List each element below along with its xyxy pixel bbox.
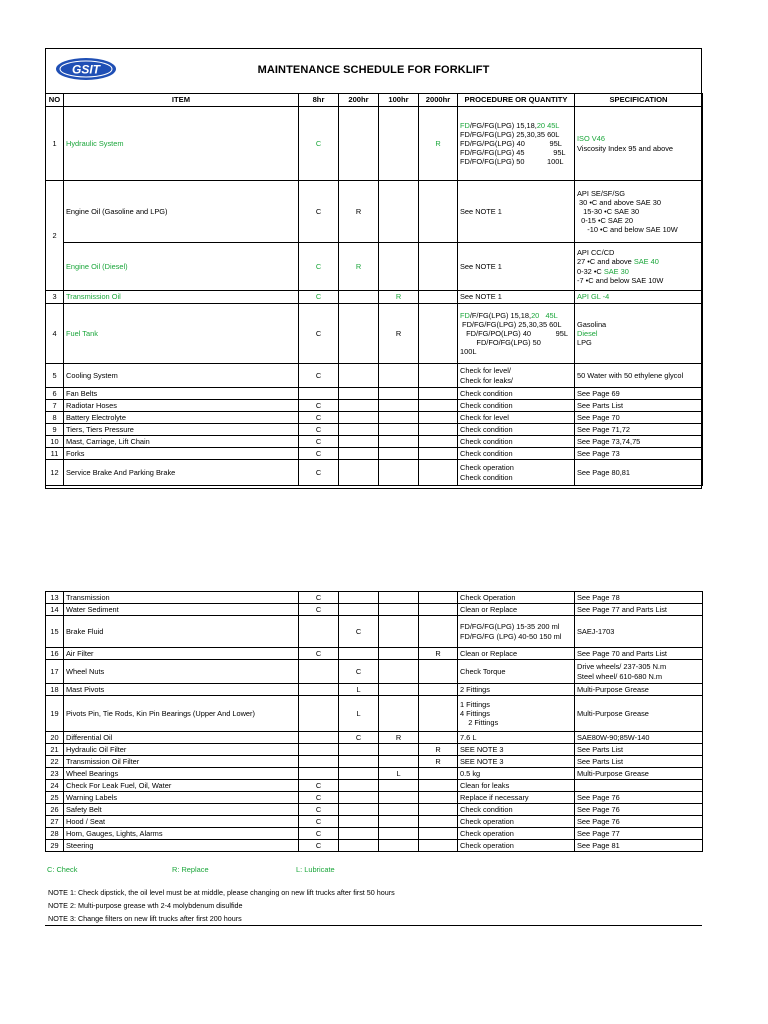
row-2000hr [419,592,458,604]
row-100hr [379,107,419,181]
row-no: 24 [46,780,64,792]
row-2000hr: R [419,648,458,660]
row-specification: See Page 73,74,75 [575,436,703,448]
row-8hr [299,756,339,768]
row-item: Fan Belts [64,388,299,400]
row-no: 13 [46,592,64,604]
row-item: Air Filter [64,648,299,660]
row-2000hr [419,684,458,696]
table-row [46,756,703,768]
row-item: Hydraulic System [64,107,299,181]
row-2000hr [419,436,458,448]
row-specification: See Page 77 and Parts List [575,604,703,616]
header-no: NO [46,94,64,107]
note-3: NOTE 3: Change filters on new lift trucks after first 200 hours [48,914,242,923]
row-8hr: C [299,648,339,660]
row-8hr: C [299,592,339,604]
row-100hr [379,648,419,660]
row-200hr [339,592,379,604]
row-specification: See Page 70 and Parts List [575,648,703,660]
row-specification: See Page 73 [575,448,703,460]
table-row [46,732,703,744]
row-8hr [299,696,339,732]
row-no: 17 [46,660,64,684]
header-procedure: PROCEDURE OR QUANTITY [458,94,575,107]
table-row [46,792,703,804]
row-procedure: See NOTE 1 [458,181,575,243]
row-200hr [339,792,379,804]
row-200hr [339,424,379,436]
row-procedure: Clean for leaks [458,780,575,792]
row-item: Warning Labels [64,792,299,804]
row-200hr [339,804,379,816]
row-item: Differential Oil [64,732,299,744]
row-100hr: R [379,304,419,364]
table-row [46,400,703,412]
row-200hr: C [339,616,379,648]
row-8hr [299,744,339,756]
table-row [46,604,703,616]
row-100hr [379,460,419,486]
row-procedure: Check condition [458,448,575,460]
row-100hr [379,828,419,840]
row-no: 7 [46,400,64,412]
row-procedure: See NOTE 1 [458,291,575,304]
row-item: Transmission Oil [64,291,299,304]
row-200hr [339,304,379,364]
row-100hr [379,684,419,696]
row-2000hr [419,780,458,792]
note-2: NOTE 2: Multi-purpose grease wth 2-4 molybdenum disulfide [48,901,243,910]
row-8hr: C [299,400,339,412]
table-row [46,436,703,448]
row-no: 29 [46,840,64,852]
table-row [46,181,703,243]
row-8hr [299,616,339,648]
row-no: 3 [46,291,64,304]
row-200hr: L [339,684,379,696]
row-200hr [339,388,379,400]
row-procedure: Check operation Check condition [458,460,575,486]
row-specification: See Parts List [575,744,703,756]
table-row [46,107,703,181]
row-200hr [339,460,379,486]
row-200hr [339,291,379,304]
row-100hr [379,592,419,604]
row-procedure: See NOTE 1 [458,243,575,291]
row-200hr: C [339,732,379,744]
row-item: Transmission Oil Filter [64,756,299,768]
schedule-table-main [45,93,703,486]
row-200hr [339,400,379,412]
row-no: 15 [46,616,64,648]
row-procedure: FD/F/FG(LPG) 15,18,20 45L FD/FG/FG(LPG) 25,30,35 60L FD/FG/PO(LPG) 40 95L FD/FO/FG(LPG) 50 100L [458,304,575,364]
row-2000hr [419,424,458,436]
row-8hr: C [299,243,339,291]
row-item: Water Sediment [64,604,299,616]
row-procedure: Check condition [458,436,575,448]
header-row [46,94,703,107]
row-8hr: C [299,436,339,448]
row-8hr [299,660,339,684]
table-row [46,412,703,424]
row-100hr [379,364,419,388]
row-procedure: Clean or Replace [458,604,575,616]
row-procedure: Check for level/ Check for leaks/ [458,364,575,388]
table-row [46,388,703,400]
header-200hr: 200hr [339,94,379,107]
table-row [46,616,703,648]
row-8hr: C [299,792,339,804]
row-no: 26 [46,804,64,816]
legend-lubricate: L: Lubricate [296,865,335,874]
row-2000hr: R [419,744,458,756]
row-specification: See Page 76 [575,792,703,804]
row-100hr: R [379,291,419,304]
table-row [46,804,703,816]
row-100hr: L [379,768,419,780]
row-no: 8 [46,412,64,424]
row-100hr [379,448,419,460]
row-8hr: C [299,448,339,460]
table-row [46,816,703,828]
row-no: 23 [46,768,64,780]
table-row [46,840,703,852]
table-row [46,660,703,684]
row-procedure: Check operation [458,828,575,840]
row-100hr [379,181,419,243]
row-8hr: C [299,291,339,304]
row-100hr [379,660,419,684]
row-procedure: Check condition [458,388,575,400]
row-specification: See Parts List [575,400,703,412]
header-2000hr: 2000hr [419,94,458,107]
row-specification: See Page 76 [575,816,703,828]
row-item: Engine Oil (Gasoline and LPG) [64,181,299,243]
row-100hr [379,840,419,852]
row-2000hr [419,364,458,388]
row-item: Fuel Tank [64,304,299,364]
row-200hr [339,840,379,852]
row-8hr: C [299,828,339,840]
row-no: 11 [46,448,64,460]
row-no: 6 [46,388,64,400]
row-100hr [379,424,419,436]
row-200hr [339,436,379,448]
row-procedure: Check condition [458,400,575,412]
row-100hr [379,412,419,424]
row-200hr [339,756,379,768]
row-procedure: SEE NOTE 3 [458,744,575,756]
row-no: 18 [46,684,64,696]
row-2000hr [419,304,458,364]
row-100hr [379,616,419,648]
row-item: Transmission [64,592,299,604]
notes-section [45,875,702,926]
row-procedure: Check operation [458,840,575,852]
row-2000hr [419,388,458,400]
row-no: 22 [46,756,64,768]
row-specification: See Parts List [575,756,703,768]
table-row [46,780,703,792]
row-8hr: C [299,604,339,616]
row-item: Safety Belt [64,804,299,816]
row-2000hr: R [419,107,458,181]
row-2000hr [419,460,458,486]
row-no: 16 [46,648,64,660]
row-8hr: C [299,780,339,792]
row-8hr: C [299,364,339,388]
row-item: Mast, Carriage, Lift Chain [64,436,299,448]
table-row [46,648,703,660]
row-specification: Multi-Purpose Grease [575,684,703,696]
row-specification: Multi-Purpose Grease [575,768,703,780]
row-specification: API GL -4 [575,291,703,304]
row-8hr [299,732,339,744]
row-200hr [339,744,379,756]
table-row [46,592,703,604]
row-item: Horn, Gauges, Lights, Alarms [64,828,299,840]
row-200hr [339,828,379,840]
row-specification: ISO V46 Viscosity Index 95 and above [575,107,703,181]
row-no: 19 [46,696,64,732]
row-2000hr [419,732,458,744]
row-8hr [299,684,339,696]
row-100hr: R [379,732,419,744]
row-procedure: Clean or Replace [458,648,575,660]
row-200hr [339,448,379,460]
row-procedure: Check for level [458,412,575,424]
row-2000hr [419,243,458,291]
row-2000hr [419,840,458,852]
row-2000hr [419,828,458,840]
logo-text: GSIT [71,62,101,77]
row-no: 14 [46,604,64,616]
row-specification: See Page 71,72 [575,424,703,436]
row-specification: Drive wheels/ 237-305 N.m Steel wheel/ 610-680 N.m [575,660,703,684]
row-2000hr [419,804,458,816]
row-2000hr [419,616,458,648]
row-100hr [379,243,419,291]
row-8hr: C [299,804,339,816]
page-title: MAINTENANCE SCHEDULE FOR FORKLIFT [257,64,490,76]
row-procedure: Check Torque [458,660,575,684]
schedule-table-continued [45,591,703,852]
row-8hr: C [299,460,339,486]
header-specification: SPECIFICATION [575,94,703,107]
table-row [46,768,703,780]
row-no: 4 [46,304,64,364]
row-2000hr [419,696,458,732]
row-procedure: 1 Fittings 4 Fittings 2 Fittings [458,696,575,732]
row-100hr [379,756,419,768]
row-2000hr [419,768,458,780]
row-200hr [339,780,379,792]
row-specification: 50 Water with 50 ethylene glycol [575,364,703,388]
row-2000hr [419,816,458,828]
row-no: 9 [46,424,64,436]
row-100hr [379,696,419,732]
row-specification: API SE/SF/SG 30 •C and above SAE 30 15-30 •C SAE 30 0-15 •C SAE 20 -10 •C and below SAE 10W [575,181,703,243]
row-8hr: C [299,181,339,243]
row-8hr: C [299,107,339,181]
row-item: Steering [64,840,299,852]
row-item: Battery Electrolyte [64,412,299,424]
row-specification: Multi-Purpose Grease [575,696,703,732]
row-procedure: 0.5 kg [458,768,575,780]
row-no: 27 [46,816,64,828]
row-no: 10 [46,436,64,448]
row-specification: See Page 81 [575,840,703,852]
row-specification: See Page 70 [575,412,703,424]
table-row [46,696,703,732]
row-100hr [379,436,419,448]
row-procedure: SEE NOTE 3 [458,756,575,768]
row-100hr [379,780,419,792]
row-200hr [339,648,379,660]
note-1: NOTE 1: Check dipstick, the oil level must be at middle, please changing on new lift trucks after first 50 hours [48,888,395,897]
row-item: Service Brake And Parking Brake [64,460,299,486]
row-item: Mast Pivots [64,684,299,696]
table-row [46,684,703,696]
row-no: 25 [46,792,64,804]
row-2000hr [419,181,458,243]
row-specification: SAEJ-1703 [575,616,703,648]
row-8hr: C [299,424,339,436]
table-row [46,304,703,364]
row-2000hr [419,291,458,304]
row-200hr [339,364,379,388]
row-item: Tiers, Tiers Pressure [64,424,299,436]
row-200hr [339,816,379,828]
row-procedure: FD/FG/FG(LPG) 15-35 200 ml FD/FG/FG (LPG) 40-50 150 ml [458,616,575,648]
table-row [46,424,703,436]
header-item: ITEM [64,94,299,107]
row-200hr [339,604,379,616]
row-100hr [379,604,419,616]
row-2000hr [419,400,458,412]
row-100hr [379,804,419,816]
row-100hr [379,388,419,400]
row-item: Wheel Bearings [64,768,299,780]
row-item: Pivots Pin, Tie Rods, Kin Pin Bearings (Upper And Lower) [64,696,299,732]
row-8hr: C [299,304,339,364]
row-2000hr [419,604,458,616]
row-8hr [299,388,339,400]
row-8hr: C [299,412,339,424]
row-item: Wheel Nuts [64,660,299,684]
row-procedure: FD/FG/FG(LPG) 15,18,20 45L FD/FG/FG(LPG) 25,30,35 60L FD/FG/PG(LPG) 40 95L FD/FG/FG(LPG) 45 95L FD/FO/FG(LPG) 50 100L [458,107,575,181]
row-no: 1 [46,107,64,181]
row-100hr [379,816,419,828]
row-procedure: Check condition [458,804,575,816]
row-procedure: Replace if necessary [458,792,575,804]
row-item: Engine Oil (Diesel) [64,243,299,291]
row-specification: See Page 80,81 [575,460,703,486]
row-200hr: R [339,243,379,291]
row-200hr [339,768,379,780]
row-no: 21 [46,744,64,756]
row-8hr: C [299,816,339,828]
row-specification: Gasolina Diesel LPG [575,304,703,364]
row-2000hr: R [419,756,458,768]
table-row [46,828,703,840]
row-item: Cooling System [64,364,299,388]
header-8hr: 8hr [299,94,339,107]
row-procedure: 2 Fittings [458,684,575,696]
row-specification: API CC/CD 27 •C and above SAE 40 0-32 •C SAE 30 -7 •C and below SAE 10W [575,243,703,291]
table-row [46,448,703,460]
row-100hr [379,792,419,804]
table-row [46,243,703,291]
row-2000hr [419,792,458,804]
row-200hr: C [339,660,379,684]
row-no: 5 [46,364,64,388]
table-row [46,460,703,486]
row-item: Hood / Seat [64,816,299,828]
row-procedure: Check operation [458,816,575,828]
row-no: 2 [46,181,64,291]
row-200hr: R [339,181,379,243]
legend-replace: R: Replace [172,865,209,874]
row-procedure: 7.6 L [458,732,575,744]
table-row [46,364,703,388]
row-specification [575,780,703,792]
row-200hr [339,107,379,181]
row-item: Radiotar Hoses [64,400,299,412]
row-specification: See Page 69 [575,388,703,400]
table-row [46,744,703,756]
row-item: Hydraulic Oil Filter [64,744,299,756]
row-specification: See Page 78 [575,592,703,604]
row-200hr: L [339,696,379,732]
row-8hr: C [299,840,339,852]
row-8hr [299,768,339,780]
row-specification: SAE80W-90;85W-140 [575,732,703,744]
row-item: Brake Fluid [64,616,299,648]
legend-check: C: Check [47,865,78,874]
row-no: 20 [46,732,64,744]
row-no: 12 [46,460,64,486]
row-no: 28 [46,828,64,840]
row-specification: See Page 77 [575,828,703,840]
row-specification: See Page 76 [575,804,703,816]
row-100hr [379,400,419,412]
row-200hr [339,412,379,424]
row-procedure: Check condition [458,424,575,436]
row-100hr [379,744,419,756]
row-2000hr [419,448,458,460]
header-100hr: 100hr [379,94,419,107]
row-item: Forks [64,448,299,460]
row-item: Check For Leak Fuel, Oil, Water [64,780,299,792]
row-2000hr [419,412,458,424]
table-row [46,291,703,304]
row-2000hr [419,660,458,684]
row-procedure: Check Operation [458,592,575,604]
